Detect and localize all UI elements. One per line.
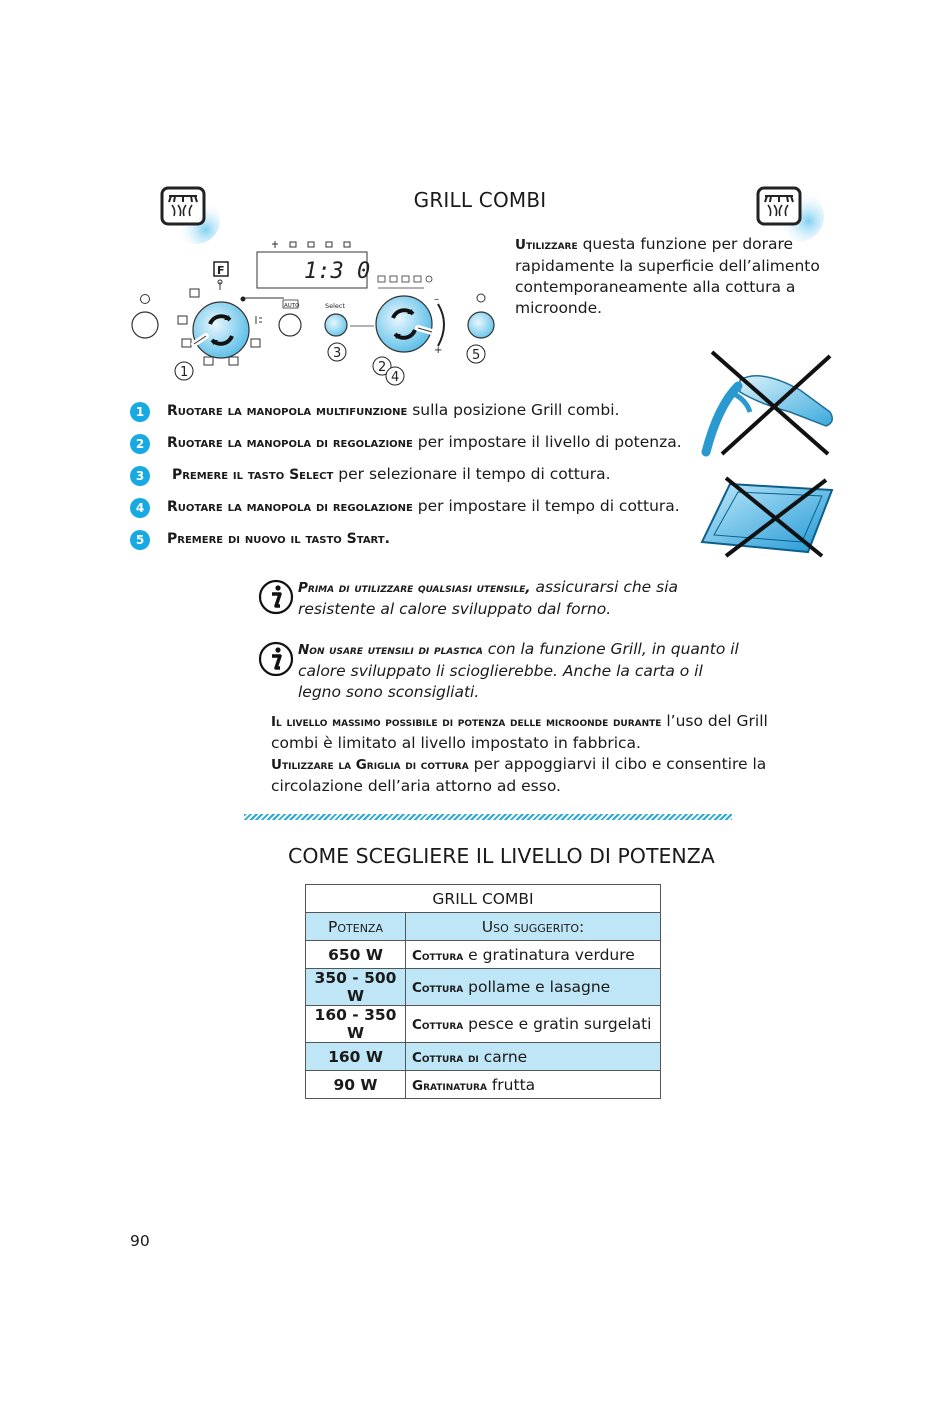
step-item: 4 Ruotare la manopola di regolazione per impostare il tempo di cottura.	[130, 496, 690, 528]
step-item: 5 Premere di nuovo il tasto Start.	[130, 528, 690, 560]
steps-list	[130, 400, 690, 560]
table-row: 90 W Gratinatura frutta	[306, 1071, 661, 1099]
step-item: 3 Premere il tasto Select per selezionare il tempo di cottura.	[130, 464, 690, 496]
display-readout: 1:3 0	[304, 259, 371, 284]
svg-text:2: 2	[378, 360, 387, 375]
grill-symbol-icon	[160, 186, 204, 226]
step-number: 1	[130, 402, 150, 422]
step-number: 4	[130, 498, 150, 518]
table-caption: GRILL COMBI	[306, 885, 661, 913]
step-number: 2	[130, 434, 150, 454]
info-note: Non usare utensili di plastica con la funzione Grill, in quanto il calore sviluppato li scioglierebbe. Anche la carta o il legno sono sconsigliati.	[258, 639, 748, 703]
svg-text:5: 5	[472, 348, 481, 363]
select-label: Select	[325, 302, 346, 310]
grill-symbol-icon	[756, 186, 800, 226]
page-number: 90	[130, 1232, 150, 1250]
svg-text:F: F	[217, 264, 225, 277]
table-row: 350 - 500 W Cottura pollame e lasagne	[306, 969, 661, 1006]
page-title: GRILL COMBI	[413, 188, 547, 212]
table-header-use: Uso suggerito:	[406, 913, 661, 941]
svg-text:3: 3	[333, 346, 342, 361]
step-item: 1 Ruotare la manopola multifunzione sulla posizione Grill combi.	[130, 400, 690, 432]
intro-text: Utilizzare questa funzione per dorare rapidamente la superficie dell’alimento contemporaneamente alla cottura a microonde.	[515, 235, 820, 317]
info-paragraph: Il livello massimo possibile di potenza delle microonde durante l’uso del Grill combi è limitato al livello impostato in fabbrica. Utilizzare la Griglia di cottura per appoggiarvi il cibo e consentire la circolazione dell’aria attorno ad esso.	[271, 712, 768, 795]
svg-text:AUTO: AUTO	[284, 303, 300, 309]
section-title: COME SCEGLIERE IL LIVELLO DI POTENZA	[288, 844, 715, 868]
power-level-table	[305, 884, 661, 1099]
step-number: 3	[130, 466, 150, 486]
svg-text:–: –	[434, 294, 439, 305]
svg-text:4: 4	[391, 370, 400, 385]
section-divider	[244, 814, 732, 820]
svg-text:+: +	[434, 345, 443, 356]
no-plastic-utensil-image	[700, 350, 835, 460]
info-note: Prima di utilizzare qualsiasi utensile, assicurarsi che sia resistente al calore sviluppato dal forno.	[258, 577, 748, 621]
table-header-power: Potenza	[306, 913, 406, 941]
control-panel-diagram	[128, 236, 508, 396]
table-row: 160 W Cottura di carne	[306, 1043, 661, 1071]
step-item: 2 Ruotare la manopola di regolazione per impostare il livello di potenza.	[130, 432, 690, 464]
table-row: 650 W Cottura e gratinatura verdure	[306, 941, 661, 969]
info-icon	[258, 579, 294, 615]
info-icon	[258, 641, 294, 677]
step-number: 5	[130, 530, 150, 550]
svg-text:1: 1	[180, 365, 189, 380]
table-row: 160 - 350 W Cottura pesce e gratin surgelati	[306, 1006, 661, 1043]
no-plastic-tray-image	[698, 474, 838, 560]
